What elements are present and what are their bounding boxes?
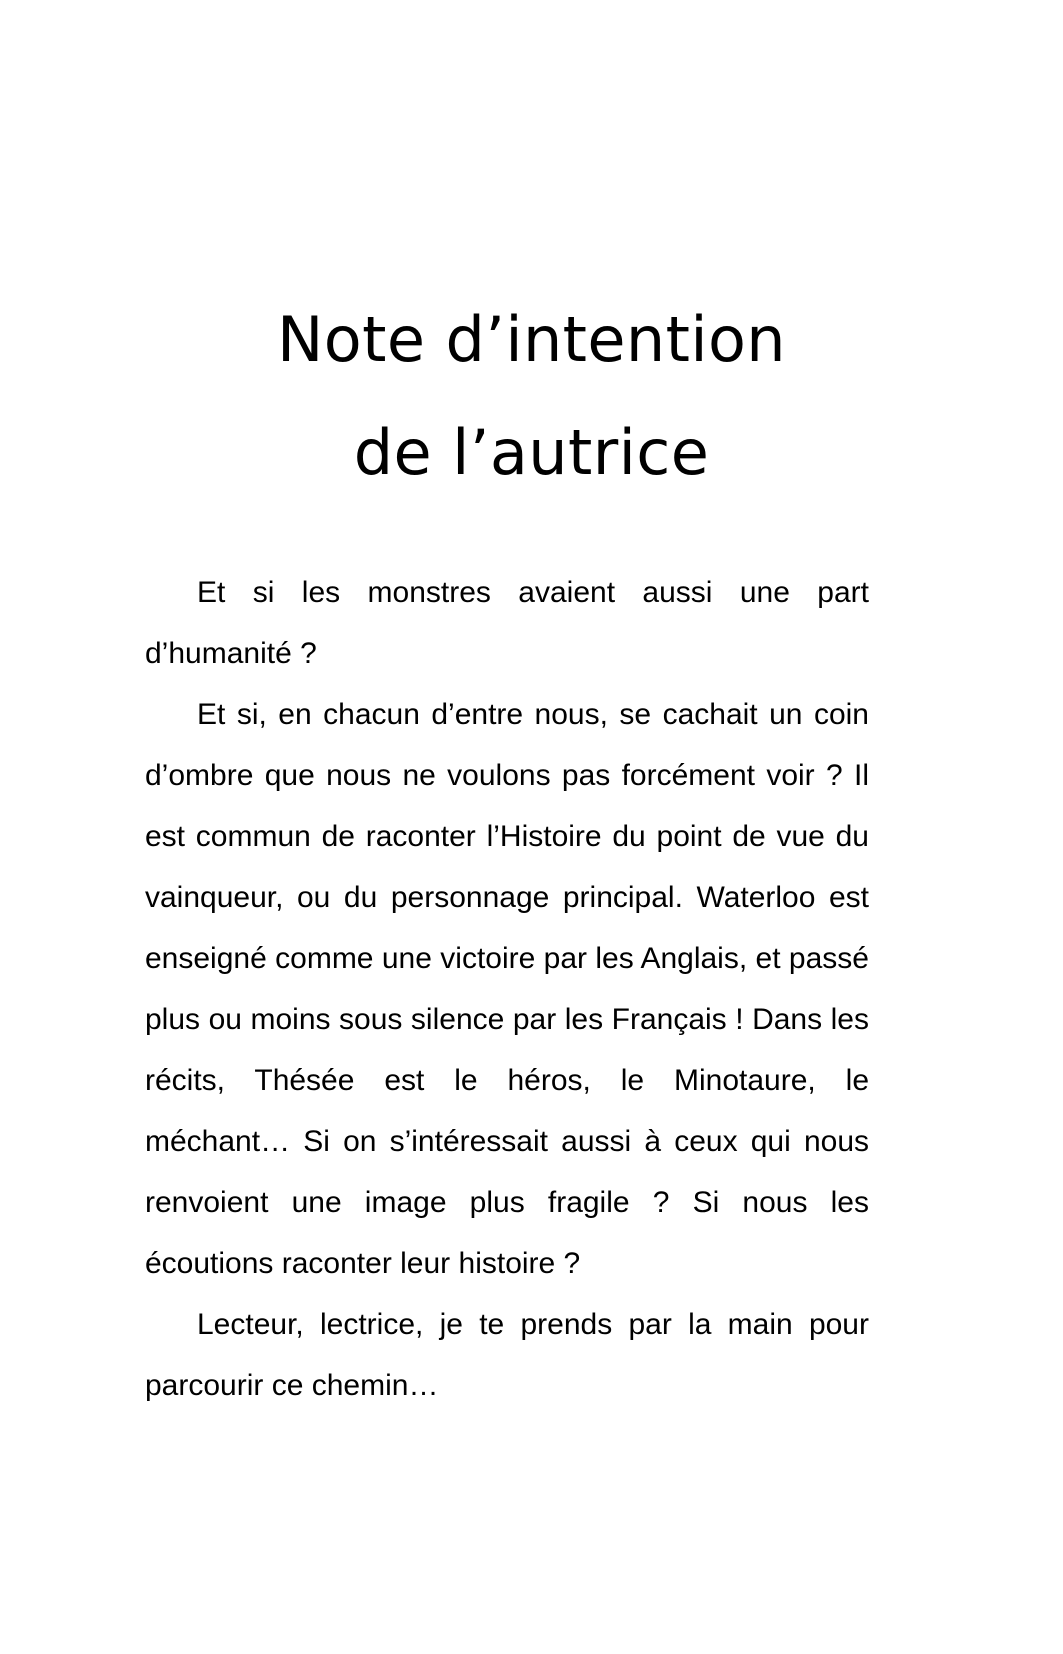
body-paragraph-2: Et si, en chacun d’entre nous, se cachait un coin d’ombre que nous ne voulons pas forcément voir ? Il est commun de raconter l’Histoire du point de vue du vainqueur, ou du personnage principal. Waterloo est enseigné comme une victoire par les Anglais, et passé plus ou moins sous silence par les Français ! Dans les récits, Thésée est le héros, le Minotaure, le méchant… Si on s’intéressait aussi à ceux qui nous renvoient une image plus fragile ? Si nous les écoutions raconter leur histoire ? xyxy=(145,698,869,1280)
body-text xyxy=(145,562,869,1416)
page-title xyxy=(0,283,1063,509)
page-title-line-1: Note d’intention xyxy=(277,303,786,376)
page-title-line-2: de l’autrice xyxy=(353,416,710,489)
body-paragraph-3: Lecteur, lectrice, je te prends par la main pour parcourir ce chemin… xyxy=(145,1308,869,1402)
body-paragraph-1: Et si les monstres avaient aussi une part d’humanité ? xyxy=(145,576,869,670)
